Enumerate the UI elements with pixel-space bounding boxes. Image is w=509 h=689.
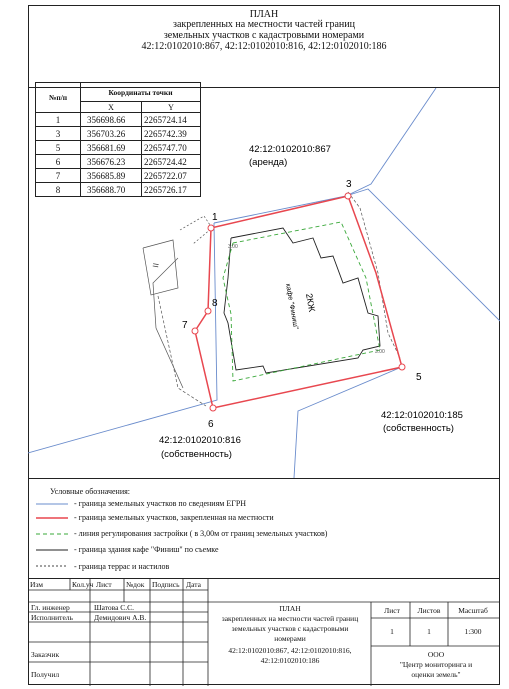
stamp-doc-title-1: ПЛАН (279, 604, 301, 613)
stamp-doc-title-2: закрепленных на местности частей границ (221, 614, 359, 623)
stamp-sheet-label: Лист (384, 606, 400, 615)
point-6-marker (210, 405, 216, 411)
coord-y: 2265724.42 (142, 155, 201, 169)
point-7-label: 7 (182, 320, 188, 331)
stamp-header-sign: Подпись (152, 580, 180, 589)
stamp-org-1: ООО (427, 650, 445, 659)
stamp-doc-title-4: номерами (274, 634, 306, 643)
coord-y: 2265747.70 (142, 141, 201, 155)
point-number: 5 (36, 141, 81, 155)
col-y-header: Y (142, 102, 201, 113)
offset-label-se: 3.00 (375, 349, 385, 355)
stamp-header-list: Лист (96, 580, 112, 589)
point-3-label: 3 (346, 179, 352, 190)
stamp-header-ndok: №док (126, 580, 145, 589)
coord-y: 2265724.14 (142, 113, 201, 127)
stamp-header-izm: Изм (30, 580, 44, 589)
site-fence (153, 258, 183, 388)
stamp-name-executor: Демидович А.В. (94, 613, 147, 622)
point-8-marker (205, 308, 211, 314)
legend-item-2: - граница земельных участков, закрепленная на местности (74, 513, 274, 522)
title-block (28, 5, 500, 88)
stamp-name-chief: Шатова С.С. (94, 603, 135, 612)
parcel-867-note: (аренда) (249, 157, 288, 168)
coord-x: 356688.70 (81, 183, 142, 197)
title-line-1: ПЛАН (249, 9, 279, 20)
legend-divider (28, 478, 500, 479)
col-coords-header: Координаты точки (81, 83, 201, 102)
stamp-org-2: "Центр мониторинга и (399, 660, 473, 669)
col-num-header: №п/п (36, 83, 81, 113)
stamp-role-chief: Гл. инженер (31, 603, 70, 612)
coord-y: 2265726.17 (142, 183, 201, 197)
col-x-header: X (81, 102, 142, 113)
building-floors-label: 2КЖ (304, 292, 318, 313)
stairs-outline (180, 216, 212, 244)
title-line-2: закрепленных на местности частей границ (173, 19, 355, 30)
offset-label-nw: 3.00 (228, 244, 238, 250)
stamp-doc-title-6: 42:12:0102010:186 (260, 656, 320, 665)
legend-item-5: - граница террас и настилов (74, 562, 170, 571)
point-5-marker (399, 364, 405, 370)
coord-y: 2265742.39 (142, 127, 201, 141)
stamp-org-3: оценки земель" (411, 670, 461, 679)
parcel-816-label: 42:12:0102010:816 (159, 435, 241, 446)
title-line-3: земельных участков с кадастровыми номерами (163, 30, 365, 41)
stamp-header-kol: Кол.уч (72, 580, 94, 589)
stamp-scale-label: Масштаб (458, 606, 488, 615)
point-3-marker (345, 193, 351, 199)
legend-heading: Условные обозначения: (50, 487, 131, 496)
terrace-outline-west (158, 296, 206, 406)
cadastral-map (28, 88, 500, 478)
parcel-867-label: 42:12:0102010:867 (249, 144, 331, 155)
point-8-label: 8 (212, 298, 218, 309)
small-building-label: II (151, 262, 161, 269)
point-1-marker (208, 225, 214, 231)
legend-item-1: - граница земельных участков по сведениям ЕГРН (74, 499, 247, 508)
parcel-816-note: (собственность) (161, 449, 232, 460)
point-7-marker (192, 328, 198, 334)
point-1-label: 1 (212, 212, 218, 223)
egrn-line-north (346, 88, 436, 196)
stamp-scale-value: 1:300 (464, 627, 482, 636)
stamp-sheet-value: 1 (390, 627, 394, 636)
stamp-role-executor: Исполнитель (31, 613, 73, 622)
coord-x: 356685.89 (81, 169, 142, 183)
stamp-doc-title-3: земельных участков с кадастровыми (231, 624, 349, 633)
coord-x: 356703.26 (81, 127, 142, 141)
fixed-boundary (195, 196, 402, 408)
parcel-185-label: 42:12:0102010:185 (381, 410, 463, 421)
stamp-header-date: Дата (186, 580, 201, 589)
stamp-role-customer: Заказчик (31, 650, 60, 659)
point-number: 7 (36, 169, 81, 183)
point-number: 1 (36, 113, 81, 127)
stamp-sheets-value: 1 (427, 627, 431, 636)
title-line-4: 42:12:0102010:867, 42:12:0102010:816, 42:12:0102010:186 (141, 41, 387, 52)
point-number: 3 (36, 127, 81, 141)
coord-x: 356676.23 (81, 155, 142, 169)
point-number: 6 (36, 155, 81, 169)
egrn-line-816 (28, 223, 217, 453)
stamp-doc-title-5: 42:12:0102010:867, 42:12:0102010:816, (228, 646, 352, 655)
site-context (143, 192, 400, 406)
legend-item-4: - граница здания кафе "Финиш" по съемке (74, 545, 219, 554)
regulation-line (223, 222, 380, 381)
egrn-line-top (214, 196, 346, 223)
point-number: 8 (36, 183, 81, 197)
parcel-185-note: (собственность) (383, 423, 454, 434)
coord-x: 356681.69 (81, 141, 142, 155)
coord-x: 356698.66 (81, 113, 142, 127)
point-6-label: 6 (208, 419, 214, 430)
small-building-outline (143, 240, 178, 295)
cafe-building-outline (224, 228, 380, 373)
legend-item-3: - линия регулирования застройки ( в 3,00м от границ земельных участков) (74, 529, 328, 538)
egrn-line-185 (294, 366, 404, 478)
building-name-label: кафе "Финиш" (284, 283, 299, 330)
stamp-sheets-label: Листов (417, 606, 441, 615)
coord-y: 2265722.07 (142, 169, 201, 183)
stamp-role-received: Получил (31, 670, 60, 679)
point-5-label: 5 (416, 372, 422, 383)
